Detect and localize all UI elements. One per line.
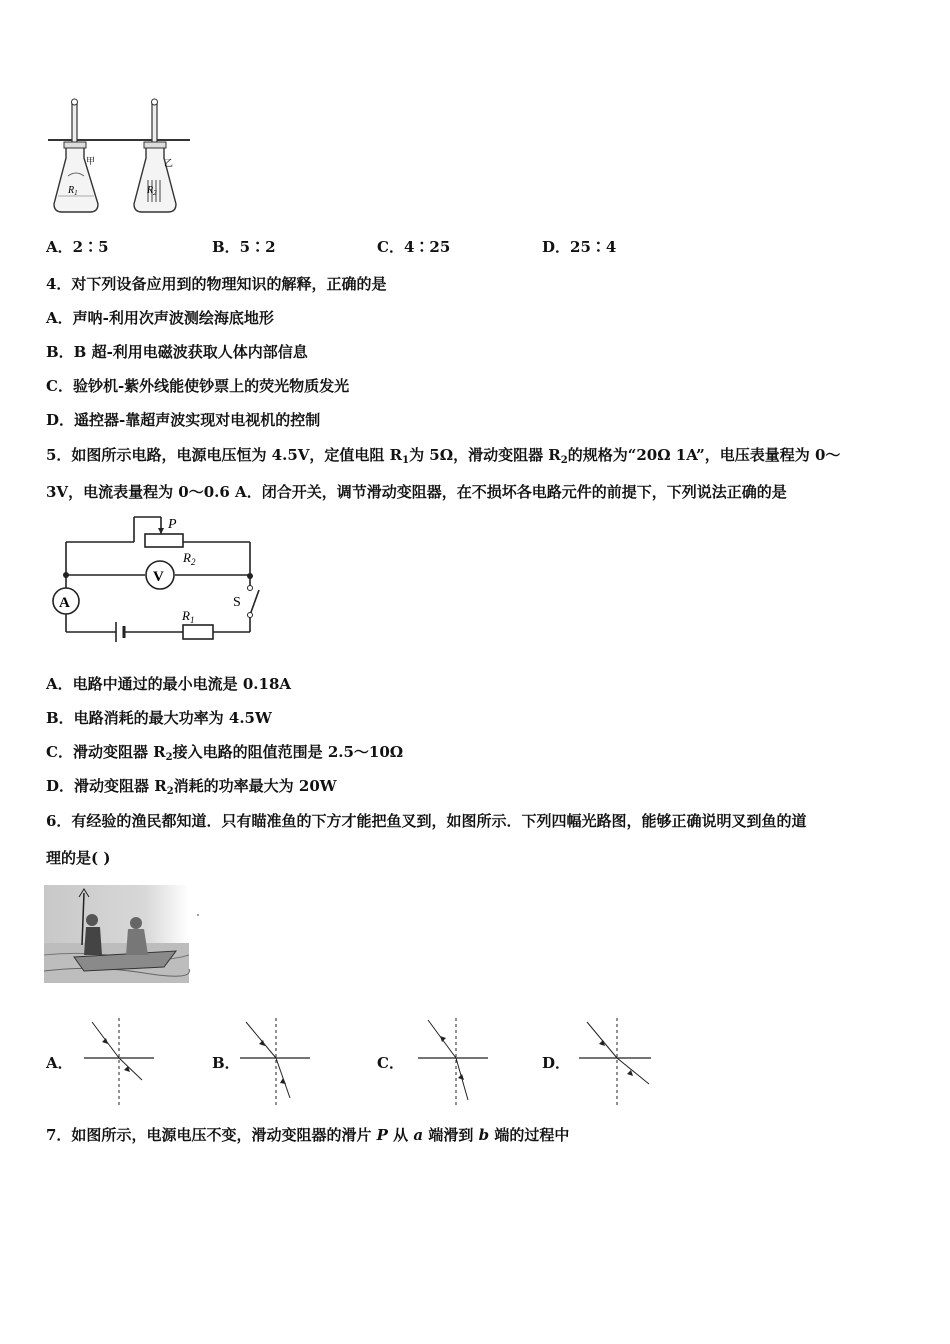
q6-option-a[interactable]: A． [46,1054,73,1072]
q4-option-b[interactable]: B．B 超-利用电磁波获取人体内部信息 [46,343,308,361]
q5-stem-line2: 3V，电流表量程为 0～0.6 A．闭合开关，调节滑动变阻器，在不损坏各电路元件的前提下，下列说法正确的是 [46,483,787,501]
q5-option-d[interactable]: D．滑动变阻器 $R_2$消耗的功率最大为 20W [46,777,337,797]
q4-stem: 4．对下列设备应用到的物理知识的解释，正确的是 [46,275,387,293]
q5-voltmeter-label: V [153,569,164,585]
q6-option-c[interactable]: C． [377,1054,404,1072]
q5-stem-line1: 5．如图所示电路，电源电压恒为 4.5V，定值电阻 $R_1$为 5Ω，滑动变阻器 $R_2$的规格为“20Ω 1A”，电压表量程为 0～ [46,446,841,466]
q5-option-c[interactable]: C．滑动变阻器 $R_2$接入电路的阻值范围是 2.5～10Ω [46,743,404,763]
q3-option-c[interactable]: C．4∶25 [377,238,451,256]
q4-option-a[interactable]: A．声呐-利用次声波测绘海底地形 [46,309,274,327]
q5-option-b[interactable]: B．电路消耗的最大功率为 4.5W [46,709,272,727]
q6-ray-diagram-b [240,1016,312,1108]
q6-ray-diagram-c [418,1016,490,1108]
q3-option-a[interactable]: A．2∶5 [46,238,109,256]
q6-stem-line1: 6．有经验的渔民都知道．只有瞄准鱼的下方才能把鱼叉到，如图所示．下列四幅光路图，能够正确说明叉到鱼的道 [46,812,807,830]
q3-jia-label: 甲 [86,156,96,166]
q6-ray-diagram-d [579,1016,653,1108]
q3-r1-label: $R_1$ [68,185,78,197]
q6-stem-line2: 理的是( ) [46,849,111,867]
q6-fisherman-image [44,885,204,985]
q4-option-c[interactable]: C．验钞机-紫外线能使钞票上的荧光物质发光 [46,377,350,395]
q7-stem: 7．如图所示，电源电压不变，滑动变阻器的滑片 P 从 a 端滑到 b 端的过程中 [46,1126,570,1144]
q6-ray-diagram-a [84,1016,156,1108]
q5-p-label: P [168,517,177,532]
q3-option-b[interactable]: B．5∶2 [212,238,276,256]
q5-switch-label: S [233,595,241,610]
q6-option-d[interactable]: D． [542,1054,571,1072]
q3-r2-label: $R_2$ [147,185,157,197]
q5-r2-label: $R_2$ [183,550,196,567]
q5-option-a[interactable]: A．电路中通过的最小电流是 0.18A [46,675,292,693]
q3-yi-label: 乙 [164,158,174,168]
q5-circuit-diagram [44,512,269,657]
q6-option-b[interactable]: B． [212,1054,240,1072]
q4-option-d[interactable]: D．遥控器-靠超声波实现对电视机的控制 [46,411,321,429]
q5-r1-label: $R_1$ [182,608,195,625]
q5-ammeter-label: A [59,595,70,611]
q3-flask-figure [44,96,194,218]
q3-option-d[interactable]: D．25∶4 [542,238,617,256]
